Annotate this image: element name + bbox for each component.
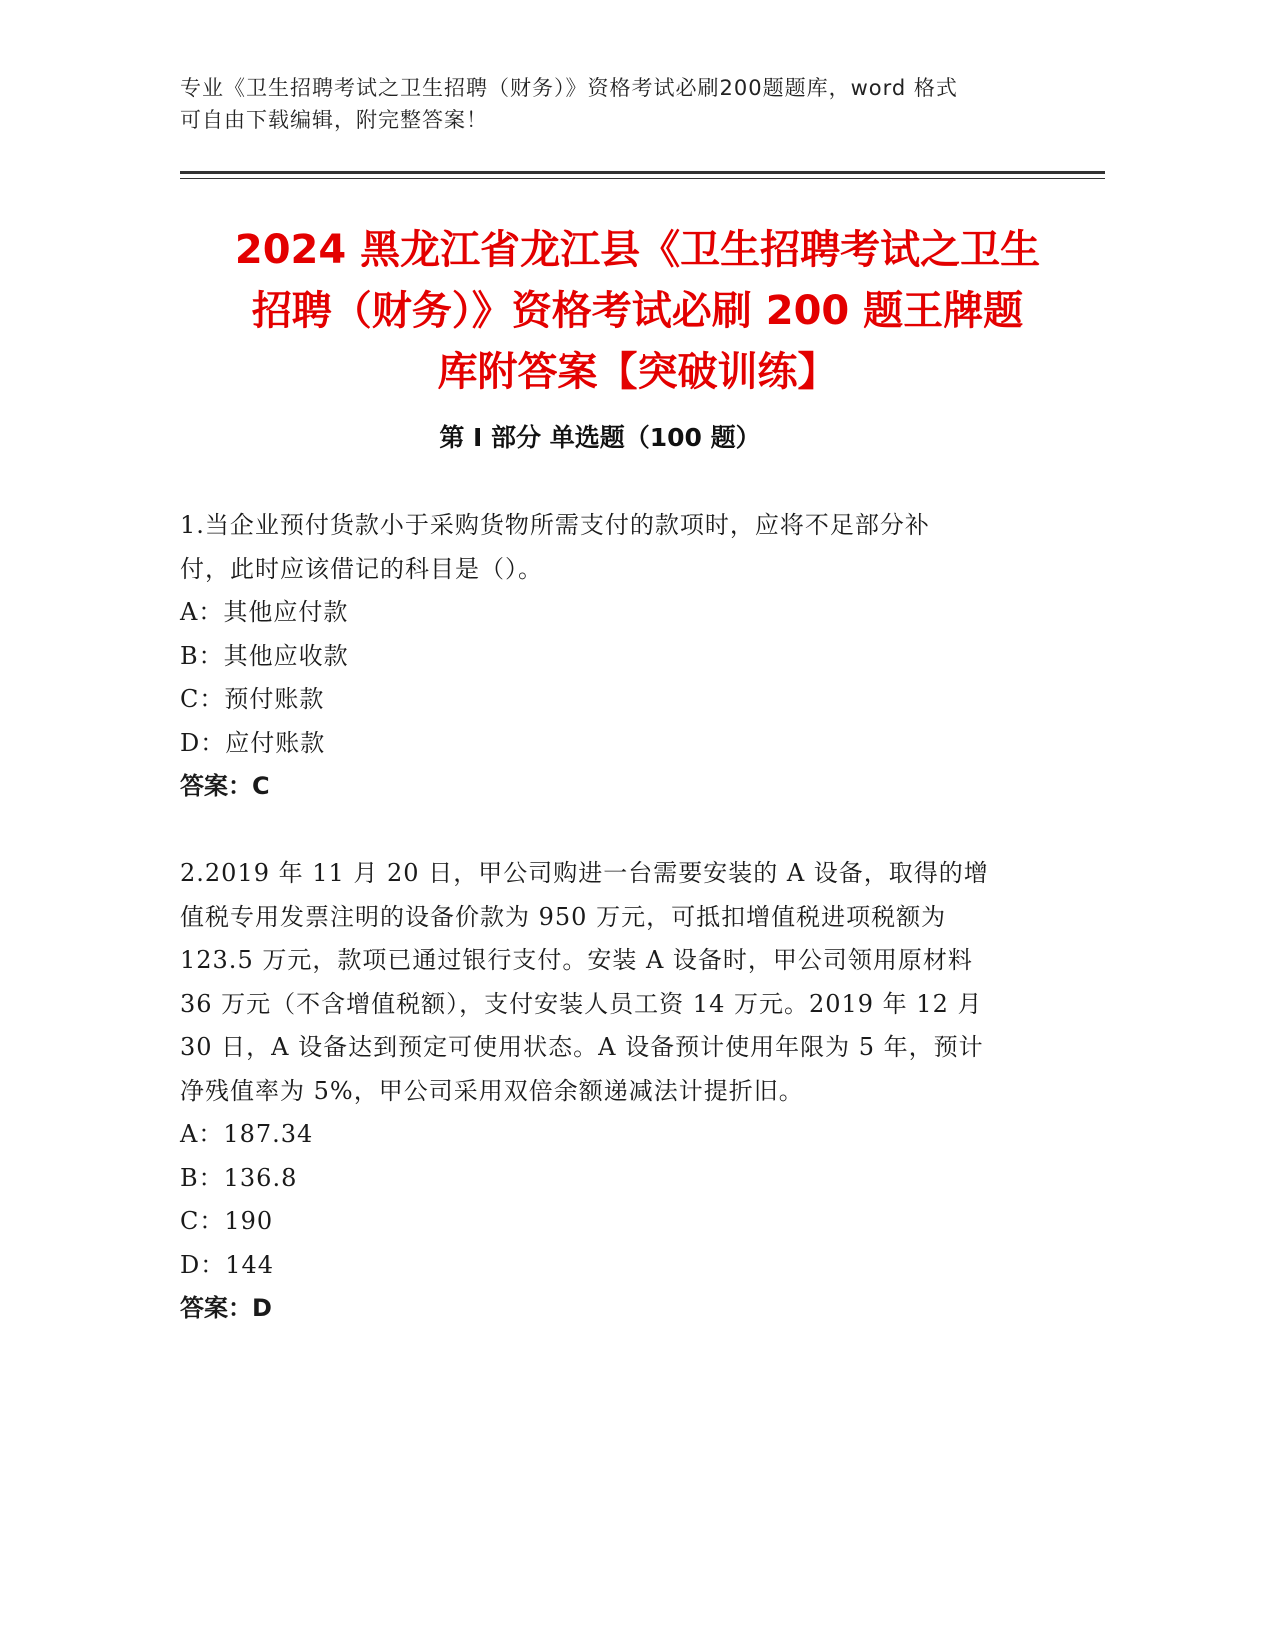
question-stem-line: 1.当企业预付货款小于采购货物所需支付的款项时，应将不足部分补 [180,511,930,539]
page-title [150,220,1125,403]
option-d: D：144 [180,1250,275,1279]
header-note-line-1: 专业《卫生招聘考试之卫生招聘（财务）》资格考试必刷200题题库，word 格式 [180,76,958,100]
question-stem-line: 付，此时应该借记的科目是（）。 [180,554,543,583]
question-stem-line: 值税专用发票注明的设备价款为 950 万元，可抵扣增值税进项税额为 [180,902,947,931]
page-title-line-2: 招聘（财务）》资格考试必刷 200 题王牌题 [251,288,1024,334]
option-a: A：187.34 [180,1120,314,1148]
header-divider-thin [180,178,1105,179]
option-b: B：其他应收款 [180,641,349,670]
page-title-line-3: 库附答案【突破训练】 [437,349,838,395]
question-stem-line: 30 日，A 设备达到预定可使用状态。A 设备预计使用年限为 5 年，预计 [180,1033,984,1061]
header-note [180,72,1040,136]
option-b: B：136.8 [180,1163,298,1192]
option-c: C：预付账款 [180,685,325,713]
option-a: A：其他应付款 [180,598,349,626]
header-divider-thick [180,171,1105,174]
question-stem-line: 2.2019 年 11 月 20 日，甲公司购进一台需要安装的 A 设备，取得的增 [180,859,989,887]
question-stem-line: 123.5 万元，款项已通过银行支付。安装 A 设备时，甲公司领用原材料 [180,946,973,974]
option-d: D：应付账款 [180,728,326,757]
header-note-line-2: 可自由下载编辑，附完整答案！ [180,108,488,132]
answer-label: 答案：C [180,772,270,800]
question-1 [180,504,1080,809]
question-2 [180,852,1080,1331]
option-c: C：190 [180,1207,274,1235]
section-heading: 第 I 部分 单选题（100 题） [439,423,761,452]
question-stem-line: 36 万元（不含增值税额），支付安装人员工资 14 万元。2019 年 12 月 [180,989,983,1018]
page-title-line-1: 2024 黑龙江省龙江县《卫生招聘考试之卫生 [234,227,1041,273]
question-stem-line: 净残值率为 5%，甲公司采用双倍余额递减法计提折旧。 [180,1076,804,1105]
answer-label: 答案：D [180,1294,272,1322]
